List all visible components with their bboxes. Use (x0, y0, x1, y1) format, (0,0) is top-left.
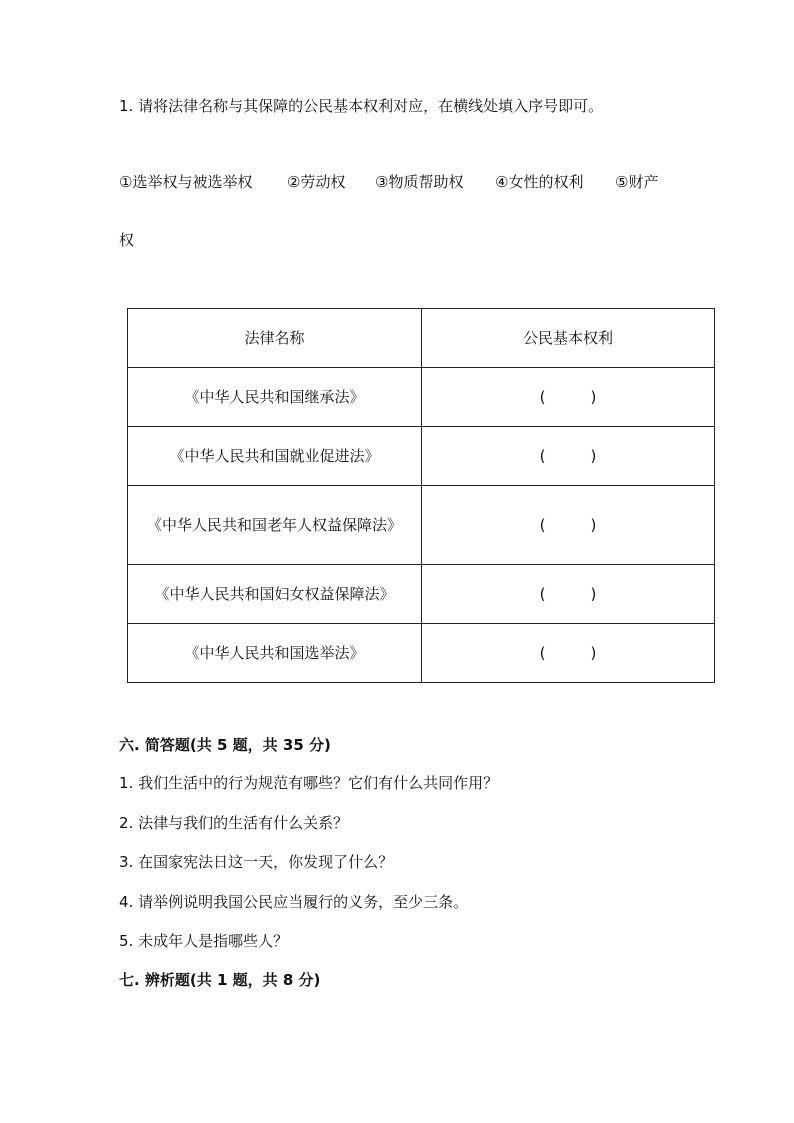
option-4: ④女性的权利 (495, 173, 584, 191)
law-name-cell: 《中华人民共和国就业促进法》 (128, 427, 422, 486)
section-6-heading: 六. 简答题(共 5 题，共 35 分) (119, 736, 331, 754)
option-1: ①选举权与被选举权 (119, 173, 253, 191)
answer-blank[interactable]: ( ) (421, 624, 714, 683)
question-1-prompt: 1. 请将法律名称与其保障的公民基本权利对应，在横线处填入序号即可。 (119, 97, 604, 115)
header-law-name: 法律名称 (128, 309, 422, 368)
law-name-cell: 《中华人民共和国继承法》 (128, 368, 422, 427)
law-name-cell: 《中华人民共和国选举法》 (128, 624, 422, 683)
section-6-question-1: 1. 我们生活中的行为规范有哪些？它们有什么共同作用？ (119, 774, 499, 792)
option-3: ③物质帮助权 (375, 173, 464, 191)
table-row (128, 427, 715, 486)
answer-blank[interactable]: ( ) (421, 368, 714, 427)
law-name-cell: 《中华人民共和国老年人权益保障法》 (128, 486, 422, 565)
section-7-heading: 七. 辨析题(共 1 题，共 8 分) (119, 971, 321, 989)
table-header-row (128, 309, 715, 368)
answer-blank[interactable]: ( ) (421, 486, 714, 565)
answer-blank[interactable]: ( ) (421, 427, 714, 486)
table-row (128, 486, 715, 565)
section-6-question-3: 3. 在国家宪法日这一天，你发现了什么？ (119, 853, 394, 871)
answer-blank[interactable]: ( ) (421, 565, 714, 624)
table-row (128, 624, 715, 683)
section-6-question-5: 5. 未成年人是指哪些人？ (119, 932, 289, 950)
option-5-continuation: 权 (119, 231, 135, 249)
table-row (128, 368, 715, 427)
header-civil-rights: 公民基本权利 (421, 309, 714, 368)
law-rights-table (127, 308, 715, 683)
option-5: ⑤财产 (615, 173, 659, 191)
section-6-question-2: 2. 法律与我们的生活有什么关系？ (119, 814, 349, 832)
law-name-cell: 《中华人民共和国妇女权益保障法》 (128, 565, 422, 624)
table-row (128, 565, 715, 624)
option-2: ②劳动权 (287, 173, 346, 191)
section-6-question-4: 4. 请举例说明我国公民应当履行的义务，至少三条。 (119, 893, 469, 911)
